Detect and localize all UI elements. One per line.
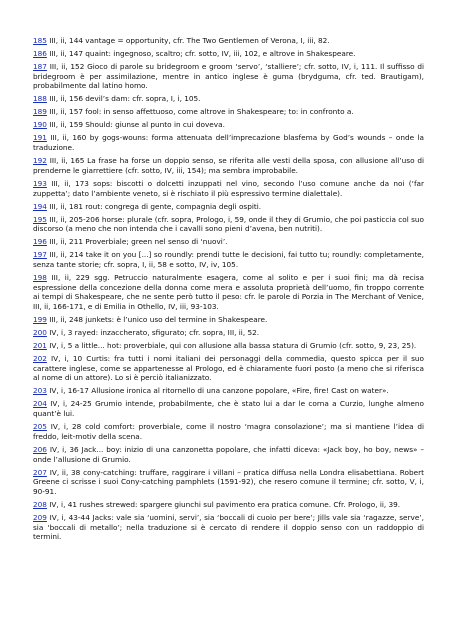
footnote-number-link[interactable]: 193 (33, 178, 47, 188)
footnote (33, 156, 424, 175)
footnote (33, 237, 424, 247)
footnote-number-link[interactable]: 208 (33, 499, 47, 509)
footnote-text: IV, i, 43-44 Jacks: vale sia ‘uomini, servi’, sia ‘boccali di cuoio per bere’; Jills vale sia ‘ragazze, serve’, sia ‘boccali di metallo’; nella traduzione si è cercato di rendere il doppio senso con un raddoppio di termini. (33, 512, 424, 542)
footnote-text: III, ii, 156 devil’s dam: cfr. sopra, I, i, 105. (46, 94, 201, 104)
footnote-number-link[interactable]: 186 (33, 49, 47, 58)
footnote-number-link[interactable]: 201 (33, 341, 47, 351)
footnote (33, 468, 424, 497)
footnote-number-link[interactable]: 199 (33, 315, 47, 325)
footnote-number-link[interactable]: 185 (33, 36, 47, 45)
footnote-text: III, ii, 211 Proverbiale; green nel senso di ‘nuovi’. (46, 237, 228, 247)
footnote-text: III, ii, 248 junkets: è l’unico uso del termine in Shakespeare. (46, 315, 268, 325)
footnote-text: III, ii, 152 Gioco di parole su bridegroom e groom ‘servo’, ‘stalliere’; cfr. sotto, IV, i, 111. Il suffisso di bridegroom è per assimilazione, mentre in antico inglese è guma (brydguma, cfr. ted. Brautigam), probabilmente dal latino homo. (33, 62, 424, 91)
footnote-text: IV, i, 41 rushes strewed: spargere giunchi sul pavimento era pratica comune. Cfr. Prologo, ii, 39. (46, 499, 401, 509)
footnote (33, 215, 424, 234)
footnote-number-link[interactable]: 198 (33, 272, 47, 282)
footnote (33, 107, 424, 117)
footnote (33, 120, 424, 130)
footnote-text: III, ii, 159 Should: giunse al punto in cui doveva. (46, 120, 225, 130)
footnote (33, 354, 424, 383)
footnote-number-link[interactable]: 207 (33, 467, 47, 477)
footnote-number-link[interactable]: 191 (33, 133, 47, 143)
footnote-text: III, ii, 229 sgg. Petruccio naturalmente esagera, come al solito e per i suoi fini; ma dà recisa espressione della concezione della donna come mera e assoluta proprietà dell’uomo, fin troppo corrente ai tempi di Shakespeare, che ne sente però tutto il peso: cfr. le parole di Porzia in The Merchant of Venice, III, ii, 166-171, e di Emilia in Othello, IV, iii, 93-103. (33, 272, 424, 312)
footnote-number-link[interactable]: 195 (33, 214, 47, 224)
footnote-text: III, ii, 181 rout: congrega di gente, compagnia degli ospiti. (46, 201, 262, 211)
footnote-text: IV, i, 3 rayed: inzaccherato, sfigurato; cfr. sopra, III, ii, 52. (46, 328, 260, 338)
footnote-text: III, ii, 147 quaint: ingegnoso, scaltro; cfr. sotto, IV, iii, 102, e altrove in Shakespeare. (46, 49, 356, 58)
footnote-text: III, ii, 157 fool: in senso affettuoso, come altrove in Shakespeare; to: in confronto a. (46, 107, 354, 117)
footnote (33, 500, 424, 510)
footnote (33, 399, 424, 418)
footnote (33, 445, 424, 464)
footnote-number-link[interactable]: 200 (33, 328, 47, 338)
footnote-text: IV, i, 24-25 Grumio intende, probabilmente, che è stato lui a dar le corna a Curzio, lunghe almeno quant’è lui. (33, 399, 424, 419)
footnote (33, 94, 424, 104)
footnote-number-link[interactable]: 188 (33, 94, 47, 104)
footnote-number-link[interactable]: 204 (33, 399, 47, 409)
footnote (33, 315, 424, 325)
footnote-number-link[interactable]: 205 (33, 422, 47, 432)
footnote-text: III, ii, 205-206 horse: plurale (cfr. sopra, Prologo, i, 59, onde il they di Grumio, che poi pasticcia col suo discorso (a meno che non intenda che i cavalli sono pieni d’avena, ben nutriti). (33, 214, 424, 234)
footnote-text: III, ii, 160 by gogs-wouns: forma attenuata dell’imprecazione blasfema by God’s wounds – onde la traduzione. (33, 133, 424, 153)
footnote (33, 62, 424, 91)
footnote (33, 341, 424, 351)
footnote (33, 179, 424, 198)
footnote (33, 273, 424, 312)
footnote-text: IV, i, 36 Jack... boy: inizio di una canzonetta popolare, che infatti diceva: «Jack boy, ho boy, news» – onde l’allusione di Grumio. (33, 444, 424, 464)
footnote (33, 36, 424, 46)
footnote (33, 250, 424, 269)
footnote-number-link[interactable]: 197 (33, 250, 47, 260)
footnote (33, 49, 424, 59)
footnote (33, 133, 424, 152)
footnote (33, 202, 424, 212)
footnote-number-link[interactable]: 196 (33, 237, 47, 247)
footnote-number-link[interactable]: 202 (33, 354, 47, 364)
footnote-number-link[interactable]: 209 (33, 512, 47, 522)
footnote-number-link[interactable]: 192 (33, 156, 47, 166)
footnote-text: IV, i, 10 Curtis: fra tutti i nomi italiani dei personaggi della commedia, questo spicca per il suo carattere inglese, come se appartenesse al Prologo, ed è chiaramente fuori posto (a meno che si riferisca al nome di un attore). Lo si è perciò italianizzato. (33, 354, 424, 383)
footnote-text: IV, i, 5 a little... hot: proverbiale, qui con allusione alla bassa statura di Grumio (cfr. sotto, 9, 23, 25). (46, 341, 417, 351)
footnote-text: III, ii, 214 take it on you [...] so roundly: prendi tutte le decisioni, fai tutto tu; roundly: completamente, senza tante storie; cfr. sopra, I, ii, 58 e sotto, IV, iv, 105. (33, 250, 424, 269)
footnote-number-link[interactable]: 187 (33, 62, 47, 71)
footnote (33, 422, 424, 441)
footnote-text: IV, i, 28 cold comfort: proverbiale, come il nostro ‘magra consolazione’; ma si mantiene l’idea di freddo, leit-motiv della scena. (33, 422, 424, 441)
footnote-text: IV, i, 16-17 Allusione ironica al ritornello di una canzone popolare, «Fire, fire! Cast on water». (46, 386, 389, 396)
notes-page (33, 36, 424, 545)
footnote-text: IV, ii, 38 cony-catching: truffare, raggirare i villani – pratica diffusa nella Londra elisabettiana. Robert Greene ci scrisse i suoi Cony-catching pamphlets (1591-92), che resero comune il termine; cfr. sotto, V, i, 90-91. (33, 467, 424, 496)
footnote-number-link[interactable]: 203 (33, 386, 47, 396)
footnote-number-link[interactable]: 194 (33, 201, 47, 211)
footnote-number-link[interactable]: 206 (33, 444, 47, 454)
footnote (33, 386, 424, 396)
footnote-number-link[interactable]: 190 (33, 120, 47, 130)
footnote-text: III, ii, 165 La frase ha forse un doppio senso, se riferita alle vesti della sposa, con allusione all’uso di prenderne le giarrettiere (cfr. sotto, IV, iii, 154); ma sembra improbabile. (33, 156, 424, 175)
footnote (33, 328, 424, 338)
footnote-text: III, ii, 144 vantage = opportunity, cfr. The Two Gentlemen of Verona, I, iii, 82. (46, 36, 330, 45)
footnote (33, 513, 424, 542)
footnote-text: III, ii, 173 sops: biscotti o dolcetti inzuppati nel vino, secondo l’uso comune anche da noi (‘far zuppetta’; dato l’ambiente veneto, si è rischiato il più espressivo termine dialettale). (33, 178, 424, 198)
footnote-number-link[interactable]: 189 (33, 107, 47, 117)
